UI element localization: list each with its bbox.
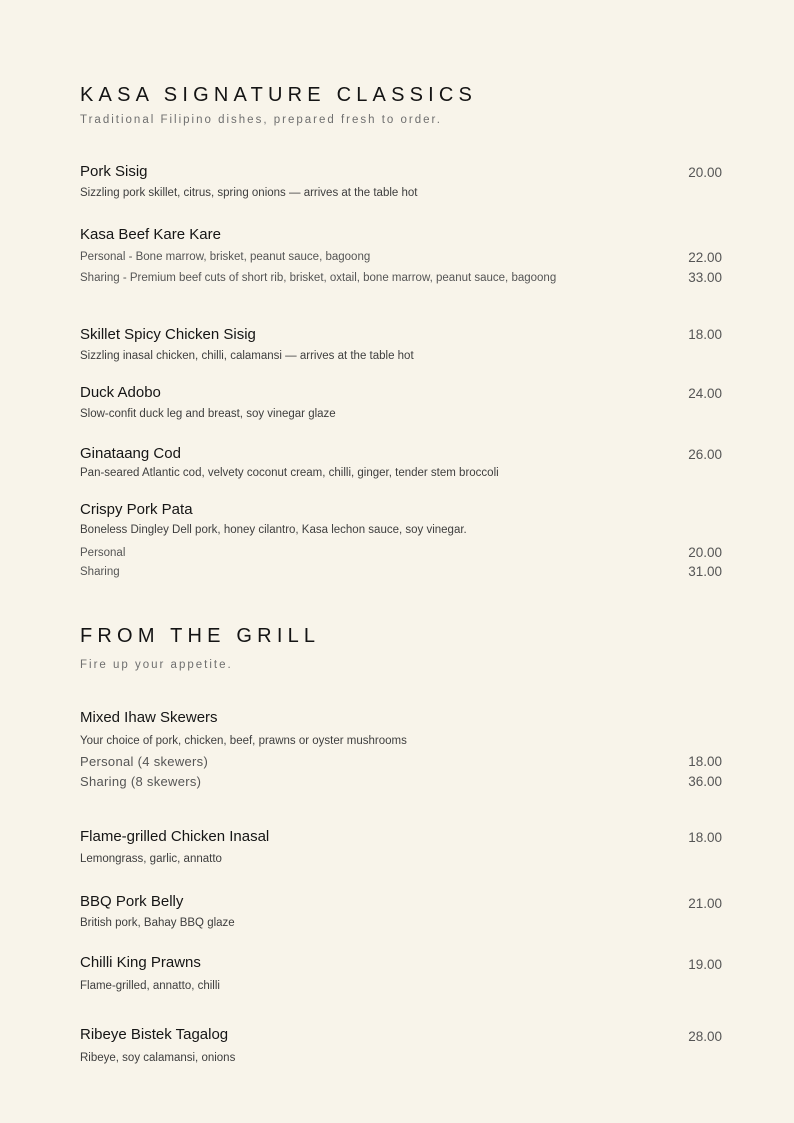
menu-item-description: Flame-grilled, annatto, chilli — [80, 980, 220, 992]
menu-option-price: 22.00 — [688, 250, 722, 265]
section-subtitle-from-the-grill: Fire up your appetite. — [80, 659, 233, 671]
section-subtitle-signature-classics: Traditional Filipino dishes, prepared fresh to order. — [80, 114, 442, 126]
menu-item-name: Flame-grilled Chicken Inasal — [80, 828, 270, 845]
menu-option-price: 20.00 — [688, 545, 722, 560]
menu-option-label: Sharing (8 skewers) — [80, 774, 202, 789]
menu-item-price: 24.00 — [688, 386, 722, 401]
section-title-from-the-grill: FROM THE GRILL — [80, 625, 321, 647]
menu-item-description: British pork, Bahay BBQ glaze — [80, 917, 235, 929]
menu-item-description: Sizzling inasal chicken, chilli, calamansi — arrives at the table hot — [80, 350, 414, 362]
menu-item-name: Chilli King Prawns — [80, 954, 201, 971]
menu-item-name: Duck Adobo — [80, 384, 161, 401]
menu-item-description: Pan-seared Atlantic cod, velvety coconut cream, chilli, ginger, tender stem broccoli — [80, 467, 499, 479]
menu-item-description: Ribeye, soy calamansi, onions — [80, 1052, 236, 1064]
menu-item-price: 28.00 — [688, 1029, 722, 1044]
menu-item-name: Ginataang Cod — [80, 445, 181, 462]
menu-item-name: Mixed Ihaw Skewers — [80, 709, 218, 726]
menu-option-label: Sharing - Premium beef cuts of short rib, brisket, oxtail, bone marrow, peanut sauce, bagoong — [80, 272, 557, 284]
menu-option-price: 36.00 — [688, 774, 722, 789]
menu-item-price: 18.00 — [688, 830, 722, 845]
section-title-signature-classics: KASA SIGNATURE CLASSICS — [80, 84, 478, 106]
menu-option-label: Personal — [80, 547, 126, 559]
menu-item-price: 19.00 — [688, 957, 722, 972]
menu-item-description: Sizzling pork skillet, citrus, spring onions — arrives at the table hot — [80, 187, 418, 199]
menu-item-name: Pork Sisig — [80, 163, 148, 180]
menu-option-label: Personal - Bone marrow, brisket, peanut sauce, bagoong — [80, 251, 371, 263]
menu-option-label: Sharing — [80, 566, 120, 578]
menu-option-price: 33.00 — [688, 270, 722, 285]
menu-item-name: BBQ Pork Belly — [80, 893, 184, 910]
menu-item-price: 21.00 — [688, 896, 722, 911]
menu-item-price: 26.00 — [688, 447, 722, 462]
menu-option-label: Personal (4 skewers) — [80, 754, 209, 769]
menu-option-price: 31.00 — [688, 564, 722, 579]
menu-item-description: Boneless Dingley Dell pork, honey cilantro, Kasa lechon sauce, soy vinegar. — [80, 524, 467, 536]
menu-item-name: Skillet Spicy Chicken Sisig — [80, 326, 256, 343]
menu-item-description: Your choice of pork, chicken, beef, prawns or oyster mushrooms — [80, 735, 407, 747]
menu-item-name: Kasa Beef Kare Kare — [80, 226, 221, 243]
menu-item-description: Slow-confit duck leg and breast, soy vinegar glaze — [80, 408, 336, 420]
menu-item-price: 18.00 — [688, 327, 722, 342]
menu-item-name: Crispy Pork Pata — [80, 501, 193, 518]
menu-item-description: Lemongrass, garlic, annatto — [80, 853, 222, 865]
menu-option-price: 18.00 — [688, 754, 722, 769]
menu-item-name: Ribeye Bistek Tagalog — [80, 1026, 229, 1043]
menu-item-price: 20.00 — [688, 165, 722, 180]
